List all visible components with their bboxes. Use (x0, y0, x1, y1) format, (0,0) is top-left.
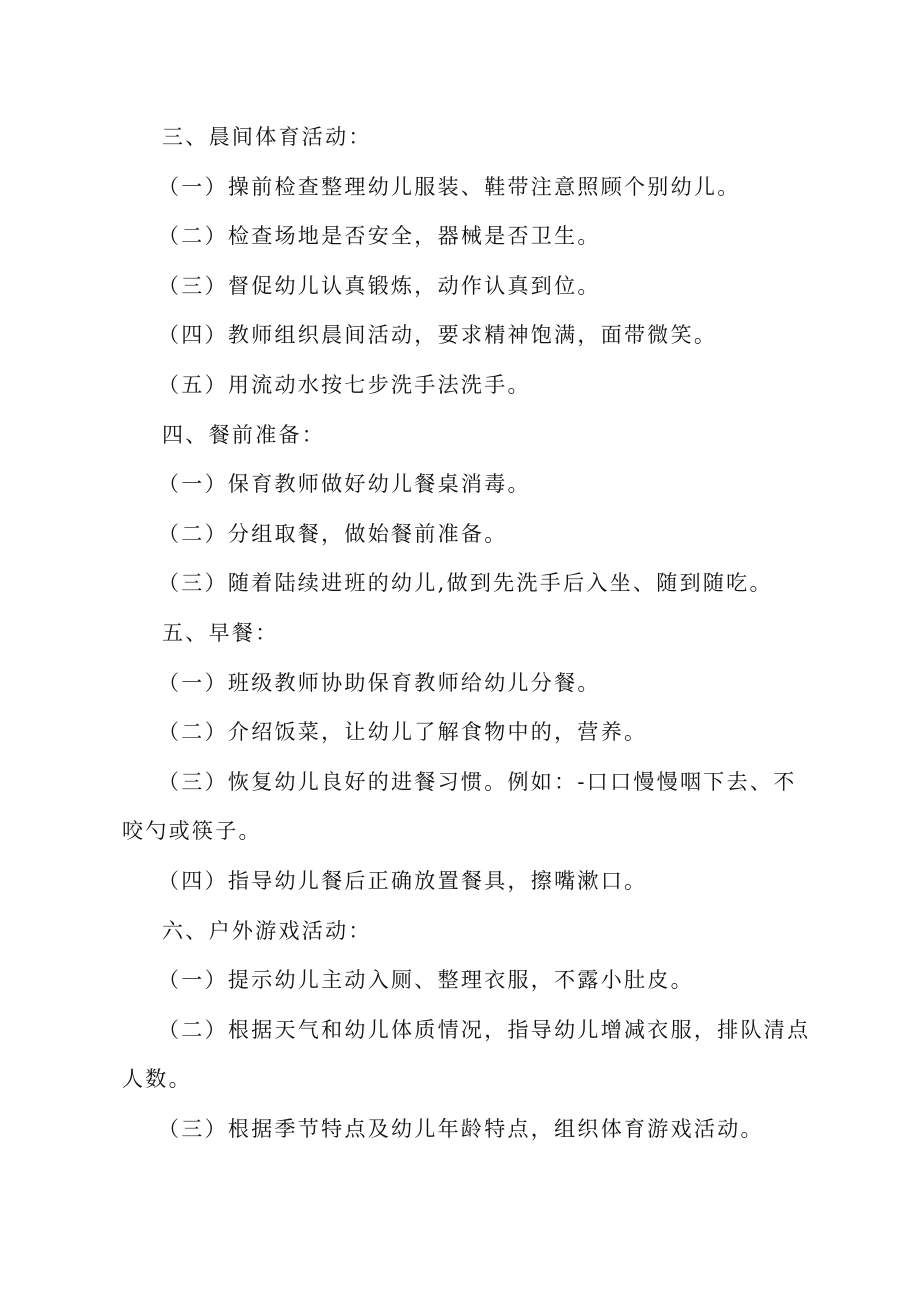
list-item: （二）根据天气和幼儿体质情况，指导幼儿增减衣服，排队清点人数。 (122, 1017, 811, 1092)
section-heading: 五、早餐： (162, 620, 279, 645)
section-heading: 六、户外游戏活动： (162, 918, 372, 943)
list-item: （三）根据季节特点及幼儿年龄特点，组织体育游戏活动。 (158, 1116, 764, 1141)
list-item: （三）恢复幼儿良好的进餐习惯。例如：-口口慢慢咽下去、不咬勺或筷子。 (122, 769, 797, 844)
list-item: （一）班级教师协助保育教师给幼儿分餐。 (158, 670, 601, 695)
list-item: （三）督促幼儿认真锻炼，动作认真到位。 (158, 273, 601, 298)
list-item: （四）指导幼儿餐后正确放置餐具，擦嘴漱口。 (158, 868, 648, 893)
document-body (122, 113, 812, 1154)
section-heading: 三、晨间体育活动： (162, 125, 372, 149)
list-item: （二）检查场地是否安全，器械是否卫生。 (158, 224, 601, 249)
list-item: （二）分组取餐，做始餐前准备。 (158, 521, 508, 546)
list-item: （一）操前检查整理幼儿服装、鞋带注意照顾个别幼儿。 (158, 174, 741, 199)
section-heading: 四、餐前准备： (162, 422, 326, 447)
list-item: （二）介绍饭菜，让幼儿了解食物中的，营养。 (158, 720, 648, 745)
list-item: （三）随着陆续进班的幼儿,做到先洗手后入坐、随到随吃。 (158, 571, 773, 596)
list-item: （五）用流动水按七步洗手法洗手。 (158, 372, 531, 397)
list-item: （四）教师组织晨间活动，要求精神饱满，面带微笑。 (158, 323, 718, 348)
list-item: （一）提示幼儿主动入厕、整理衣服，不露小肚皮。 (158, 968, 694, 993)
list-item: （一）保育教师做好幼儿餐桌消毒。 (158, 472, 531, 497)
